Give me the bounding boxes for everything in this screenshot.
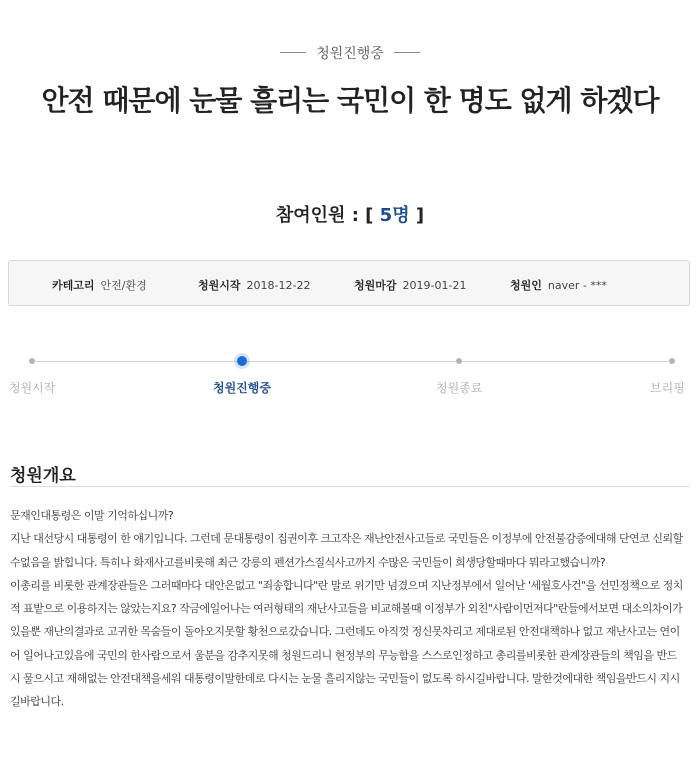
step-label-briefing: 브리핑 — [650, 381, 685, 395]
info-end-key: 청원마감 — [354, 279, 397, 292]
petition-status-header — [0, 38, 700, 63]
step-label-closed: 청원종료 — [436, 381, 483, 395]
left-rule — [280, 52, 306, 53]
status-label — [280, 43, 420, 63]
progress-dot-closed — [456, 358, 462, 364]
right-rule — [394, 52, 420, 53]
participant-suffix: ] — [409, 205, 425, 226]
step-label-start: 청원시작 — [9, 381, 56, 395]
progress-track — [32, 361, 672, 362]
petition-info-box — [8, 260, 690, 306]
info-author-value: naver - *** — [547, 279, 607, 292]
section-title: 청원개요 — [10, 466, 76, 486]
info-category-value: 안전/환경 — [100, 279, 147, 292]
info-start-date — [198, 277, 310, 293]
participant-count — [0, 201, 700, 227]
info-author-key: 청원인 — [510, 279, 542, 292]
body-paragraph-1: 문재인대통령은 이말 기억하십니까? — [10, 509, 174, 522]
info-end-value: 2019-01-21 — [402, 279, 467, 292]
status-text: 청원진행중 — [316, 45, 384, 62]
info-category — [52, 277, 147, 293]
body-paragraph-2: 지난 대선당시 대통령이 한 얘기입니다. 그런데 문대통령이 집권이후 크고작은 재난안전사고들로 국민들은 이정부에 안전불감증에대해 단연코 신뢰할수없음을 밝힙니다. 특히나 화재사고를비롯해 최근 강릉의 펜션가스질식사고까지 수많은 국민들이 희생당할때마다 뭐라고했습니까? — [10, 532, 683, 569]
section-divider — [10, 486, 690, 487]
participant-prefix: 참여인원 : [ — [275, 205, 380, 226]
info-start-value: 2018-12-22 — [246, 279, 311, 292]
petition-progress-tracker — [0, 350, 700, 400]
step-label-ongoing: 청원진행중 — [213, 381, 271, 395]
participant-number: 5명 — [379, 205, 410, 226]
info-category-key: 카테고리 — [52, 279, 95, 292]
petition-body — [10, 504, 686, 714]
info-start-key: 청원시작 — [198, 279, 241, 292]
progress-dot-briefing — [669, 358, 675, 364]
info-end-date — [354, 277, 466, 293]
body-paragraph-3: 이총리를 비롯한 관계장관들은 그러때마다 대안은없고 "죄송합니다"란 말로 위기만 넘겼으며 지난정부에서 일어난 '세월호사건"을 선민정책으로 정치적 표밭으로 이용하지는 않았는지요? 작금에일어나는 여러형태의 재난사고들을 비교해볼때 이정부가 외친"사람이먼저다"란들에서보면 대소의차이가 있을뿐 재난의결과로 고귀한 목숨들이 돌아오지못할 황천으로갔습니다. 그런데도 아직껏 정신못차리고 제대로된 안전대책하나 없고 재난사고는 연이어 일어나고있음에 국민의 한사람으로서 울분을 감추지못해 청원드리니 현정부의 무능함을 스스로인정하고 총리를비롯한 관계장관들의 책임을 반드시 물으시고 재해없는 안전대책을세워 대통령이말한데로 다시는 눈물 흘리지않는 국민들이 없도록 하시길바랍니다. 말한것에대한 책임을반드시 지시길바랍니다. — [10, 578, 683, 709]
progress-dot-start — [29, 358, 35, 364]
petition-title: 안전 때문에 눈물 흘리는 국민이 한 명도 없게 하겠다 — [41, 84, 659, 117]
info-author — [510, 277, 607, 293]
progress-dot-ongoing — [237, 356, 247, 366]
